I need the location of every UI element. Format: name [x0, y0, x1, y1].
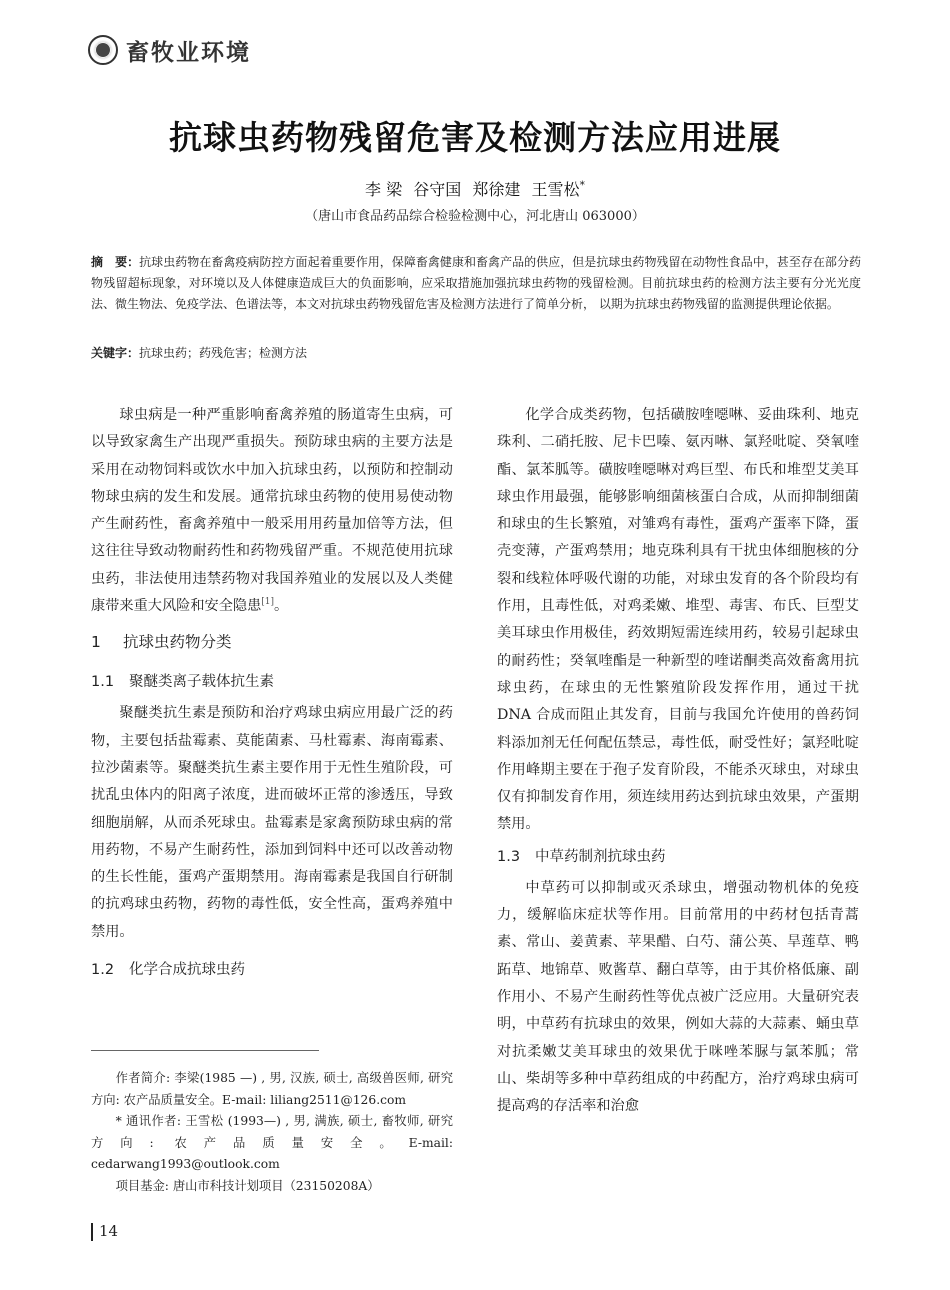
journal-logo-icon [88, 35, 118, 65]
author: 谷守国 [413, 180, 462, 199]
body-paragraph: 中草药可以抑制或灭杀球虫，增强动物机体的免疫力，缓解临床症状等作用。目前常用的中药材包括青蒿素、常山、姜黄素、苹果醋、白芍、蒲公英、旱莲草、鸭跖草、地锦草、败酱草、翻白草等，由于其价格低廉、副作用小、不易产生耐药性等优点被广泛应用。大量研究表明，中草药有抗球虫的效果，例如大蒜的大蒜素、蛹虫草对抗柔嫩艾美耳球虫的效果优于咪唑苯脲与氯苯胍；常山、柴胡等多种中草药组成的中药配方，治疗鸡球虫病可提高鸡的存活率和治愈 [497, 879, 859, 1115]
journal-name: 畜牧业环境 [126, 38, 251, 66]
subsection-heading: 1.3 中草药制剂抗球虫药 [497, 848, 666, 865]
abstract [91, 252, 861, 315]
intro-paragraph: 球虫病是一种严重影响畜禽养殖的肠道寄生虫病，可以导致家禽生产出现严重损失。预防球虫病的主要方法是采用在动物饲料或饮水中加入抗球虫药，以预防和控制动物球虫病的发生和发展。通常抗球虫药物的使用易使动物产生耐药性，畜禽养殖中一般采用用药量加倍等方法，但这往往导致动物耐药性和药物残留严重。不规范使用抗球虫药，非法使用违禁药物对我国养殖业的发展以及人类健康带来重大风险和安全隐患[1]。 [91, 407, 453, 615]
author-list [0, 177, 950, 200]
body-paragraph: 聚醚类抗生素是预防和治疗鸡球虫病应用最广泛的药物，主要包括盐霉素、莫能菌素、马杜霉素、海南霉素、拉沙菌素等。聚醚类抗生素主要作用于无性生殖阶段，可扰乱虫体内的阳离子浓度，进而破坏正常的渗透压，导致细胞崩解，从而杀死球虫。盐霉素是家禽预防球虫病的常用药物，不易产生耐药性，添加到饲料中还可以改善动物的生长性能，蛋鸡产蛋期禁用。海南霉素是我国自行研制的抗鸡球虫药物，药物的毒性低，安全性高，蛋鸡养殖中禁用。 [91, 705, 453, 940]
citation-ref: [1] [261, 597, 275, 608]
author: 李 梁 [365, 180, 403, 199]
footnote: * 通讯作者: 王雪松 (1993—) , 男, 满族, 硕士, 畜牧师, 研究方向: 农产品质量安全。E-mail: cedarwang1993@outlook.com [91, 1114, 453, 1171]
right-column [497, 402, 859, 1120]
article-title: 抗球虫药物残留危害及检测方法应用进展 [169, 118, 781, 157]
left-column [91, 402, 453, 988]
corresponding-mark: * [579, 178, 585, 192]
footnote-divider [91, 1050, 319, 1051]
footnotes [91, 1068, 453, 1197]
author: 王雪松* [531, 178, 585, 199]
abstract-label: 摘 要： [91, 255, 140, 269]
author: 郑徐建 [472, 180, 521, 199]
footnote: 项目基金: 唐山市科技计划项目（23150208A） [115, 1178, 380, 1193]
abstract-text: 抗球虫药物在畜禽疫病防控方面起着重要作用，保障畜禽健康和畜禽产品的供应，但是抗球虫药物残留在动物性食品中，甚至存在部分药物残留超标现象，对环境以及人体健康造成巨大的负面影响，应采取措施加强抗球虫药物的残留检测。目前抗球虫药的检测方法主要有分光光度法、微生物法、免疫学法、色谱法等，本文对抗球虫药物残留危害及检测方法进行了简单分析， 以期为抗球虫药物残留的监测提供理论依据。 [91, 255, 861, 311]
subsection-heading: 1.1 聚醚类离子载体抗生素 [91, 674, 274, 691]
keywords [91, 343, 861, 364]
affiliation: （唐山市食品药品综合检验检测中心，河北唐山 063000） [305, 209, 645, 224]
body-paragraph: 化学合成类药物，包括磺胺喹噁啉、妥曲珠利、地克珠利、二硝托胺、尼卡巴嗪、氨丙啉、氯羟吡啶、癸氧喹酯、氯苯胍等。磺胺喹噁啉对鸡巨型、布氏和堆型艾美耳球虫作用最强，能够影响细菌核蛋白合成，从而抑制细菌和球虫的生长繁殖，对雏鸡有毒性，蛋鸡产蛋率下降，蛋壳变薄，产蛋鸡禁用；地克珠利具有干扰虫体细胞核的分裂和线粒体呼吸代谢的功能，对球虫发育的各个阶段均有作用，且毒性低，对鸡柔嫩、堆型、毒害、布氏、巨型艾美耳球虫作用极佳，药效期短需连续用药，较易引起球虫的耐药性；癸氧喹酯是一种新型的喹诺酮类高效畜禽用抗球虫药，在球虫的无性繁殖阶段发挥作用，通过干扰 DNA 合成而阻止其发育，目前与我国允许使用的兽药饲料添加剂无任何配伍禁忌，毒性低，耐受性好；氯羟吡啶作用峰期主要在于孢子发育阶段，不能杀灭球虫，对球虫仅有抑制发育作用，须连续用药达到抗球虫效果，产蛋期禁用。 [497, 407, 859, 833]
footnote: 作者简介: 李梁(1985 —) , 男, 汉族, 硕士, 高级兽医师, 研究方向: 农产品质量安全。E-mail: liliang2511@126.com [91, 1071, 453, 1107]
journal-header [88, 32, 251, 68]
subsection-heading: 1.2 化学合成抗球虫药 [91, 962, 245, 979]
page-number: 14 [91, 1222, 118, 1241]
keywords-text: 抗球虫药；药残危害；检测方法 [139, 346, 308, 360]
section-heading: 1 抗球虫药物分类 [91, 633, 232, 652]
keywords-label: 关键字： [91, 346, 140, 360]
